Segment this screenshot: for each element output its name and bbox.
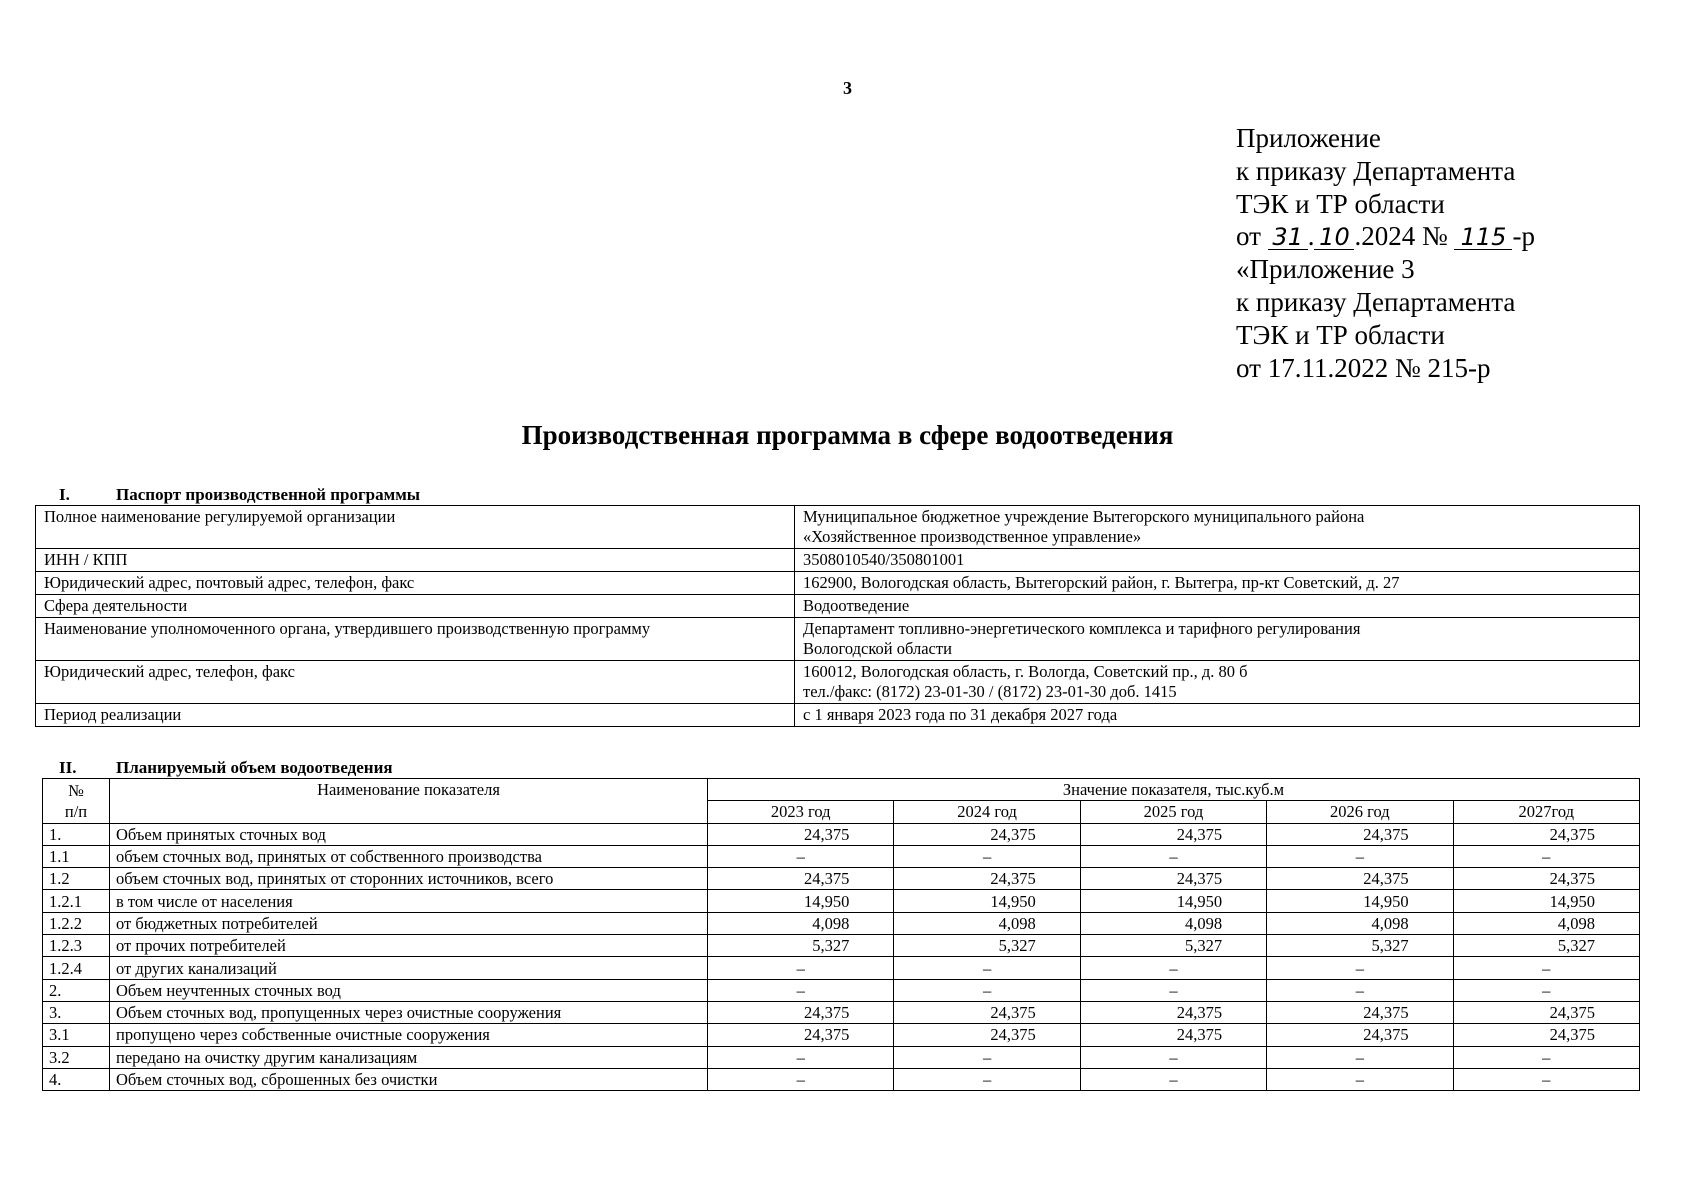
value-cell: – <box>708 1046 894 1068</box>
table-row <box>43 890 1640 912</box>
passport-value-line: с 1 января 2023 года по 31 декабря 2027 года <box>803 705 1118 724</box>
value-cell: 24,375 <box>894 823 1080 845</box>
table-header-row <box>43 779 1640 801</box>
row-number: 3.1 <box>43 1024 110 1046</box>
value-cell: 4,098 <box>1267 912 1453 934</box>
value-cell: 24,375 <box>1267 823 1453 845</box>
header-name-cell: Наименование показателя <box>110 779 708 824</box>
value-cell: 24,375 <box>1267 868 1453 890</box>
value-cell: 5,327 <box>1080 935 1266 957</box>
value-cell: 14,950 <box>708 890 894 912</box>
appendix-line: от 17.11.2022 № 215-р <box>1236 352 1491 383</box>
volume-table <box>42 778 1640 1091</box>
section1-heading <box>35 485 420 505</box>
section-title: Планируемый объем водоотведения <box>116 758 393 777</box>
passport-value <box>795 618 1640 661</box>
value-cell: 24,375 <box>1080 1001 1266 1023</box>
passport-value-line: 162900, Вологодская область, Вытегорский район, г. Вытегра, пр-кт Советский, д. 27 <box>803 573 1400 592</box>
table-row <box>36 704 1640 727</box>
passport-value <box>795 704 1640 727</box>
section-number: II. <box>59 758 77 777</box>
year-header: 2023 год <box>708 801 894 823</box>
row-number: 4. <box>43 1068 110 1090</box>
row-number: 3.2 <box>43 1046 110 1068</box>
row-name: Объем сточных вод, пропущенных через очистные сооружения <box>110 1001 708 1023</box>
value-cell: 5,327 <box>1453 935 1639 957</box>
table-row <box>43 979 1640 1001</box>
value-cell: – <box>1267 1046 1453 1068</box>
value-cell: 24,375 <box>708 1001 894 1023</box>
document-title: Производственная программа в сфере водоотведения <box>521 420 1174 450</box>
value-cell: – <box>894 1046 1080 1068</box>
value-cell: – <box>1453 957 1639 979</box>
table-row <box>43 1024 1640 1046</box>
value-cell: – <box>1080 845 1266 867</box>
passport-label: Сфера деятельности <box>36 595 795 618</box>
section-title: Паспорт производственной программы <box>116 485 421 504</box>
section2-heading <box>35 758 393 778</box>
value-cell: – <box>1080 1046 1266 1068</box>
row-number: 2. <box>43 979 110 1001</box>
value-cell: 14,950 <box>894 890 1080 912</box>
value-cell: – <box>708 1068 894 1090</box>
passport-value-line: Департамент топливно-энергетического комплекса и тарифного регулирования <box>803 619 1361 638</box>
table-row <box>36 572 1640 595</box>
table-row <box>43 868 1640 890</box>
value-cell: 24,375 <box>894 868 1080 890</box>
value-cell: 14,950 <box>1453 890 1639 912</box>
table-row <box>36 661 1640 704</box>
value-cell: 4,098 <box>894 912 1080 934</box>
date-separator: . <box>1307 221 1315 252</box>
value-cell: 24,375 <box>1453 1024 1639 1046</box>
value-cell: – <box>1453 845 1639 867</box>
table-row <box>43 957 1640 979</box>
year-header: 2026 год <box>1267 801 1453 823</box>
row-name: от прочих потребителей <box>110 935 708 957</box>
value-cell: – <box>1267 845 1453 867</box>
value-cell: 24,375 <box>1080 1024 1266 1046</box>
value-cell: 24,375 <box>708 868 894 890</box>
value-cell: – <box>1267 979 1453 1001</box>
value-cell: – <box>1080 1068 1266 1090</box>
row-name: от других канализаций <box>110 957 708 979</box>
passport-label: Юридический адрес, почтовый адрес, телефон, факс <box>36 572 795 595</box>
header-num-cell <box>43 779 110 824</box>
table-row <box>43 823 1640 845</box>
row-number: 1.2 <box>43 868 110 890</box>
value-cell: 24,375 <box>1453 1001 1639 1023</box>
passport-value-line: Вологодской области <box>803 639 952 658</box>
table-row <box>43 845 1640 867</box>
table-row <box>36 618 1640 661</box>
table-row <box>43 935 1640 957</box>
order-suffix: -р <box>1512 221 1535 252</box>
appendix-line: «Приложение 3 <box>1236 254 1415 285</box>
table-row <box>43 1046 1640 1068</box>
value-cell: 24,375 <box>1453 823 1639 845</box>
appendix-line: Приложение <box>1236 123 1381 153</box>
value-cell: 24,375 <box>708 823 894 845</box>
value-cell: – <box>1453 1046 1639 1068</box>
appendix-line: ТЭК и ТР области <box>1236 319 1445 350</box>
value-cell: 24,375 <box>894 1024 1080 1046</box>
passport-value-line: Муниципальное бюджетное учреждение Вытегорского муниципального района <box>803 507 1365 526</box>
value-cell: 24,375 <box>708 1024 894 1046</box>
value-cell: – <box>894 979 1080 1001</box>
row-number: 1.1 <box>43 845 110 867</box>
date-prefix: от <box>1236 221 1268 252</box>
value-cell: 5,327 <box>708 935 894 957</box>
row-number: 1.2.3 <box>43 935 110 957</box>
year-header: 2027год <box>1453 801 1639 823</box>
value-cell: – <box>1080 979 1266 1001</box>
header-num-line2: п/п <box>64 801 88 821</box>
page-number: 3 <box>843 78 852 98</box>
row-number: 1.2.1 <box>43 890 110 912</box>
table-row <box>43 1001 1640 1023</box>
header-num-line1: № <box>68 780 84 800</box>
value-cell: 5,327 <box>1267 935 1453 957</box>
value-cell: 24,375 <box>1267 1024 1453 1046</box>
passport-value <box>795 595 1640 618</box>
row-name: Объем неучтенных сточных вод <box>110 979 708 1001</box>
value-cell: – <box>1453 1068 1639 1090</box>
value-cell: 4,098 <box>708 912 894 934</box>
row-name: в том числе от населения <box>110 890 708 912</box>
row-name: Объем принятых сточных вод <box>110 823 708 845</box>
row-name: от бюджетных потребителей <box>110 912 708 934</box>
value-cell: – <box>1453 979 1639 1001</box>
handwritten-month: 10 <box>1314 225 1354 250</box>
passport-value <box>795 661 1640 704</box>
value-cell: – <box>1267 957 1453 979</box>
passport-value-line: «Хозяйственное производственное управление» <box>803 527 1142 546</box>
value-cell: 24,375 <box>1080 868 1266 890</box>
year-header: 2024 год <box>894 801 1080 823</box>
section-number: I. <box>59 485 70 504</box>
year-header: 2025 год <box>1080 801 1266 823</box>
passport-value <box>795 506 1640 549</box>
passport-value <box>795 549 1640 572</box>
value-cell: 14,950 <box>1080 890 1266 912</box>
passport-label: ИНН / КПП <box>36 549 795 572</box>
value-cell: – <box>708 845 894 867</box>
appendix-date-line <box>1236 220 1535 253</box>
handwritten-day: 31 <box>1268 225 1308 250</box>
row-number: 1.2.4 <box>43 957 110 979</box>
table-row <box>43 912 1640 934</box>
table-row <box>36 549 1640 572</box>
passport-label: Полное наименование регулируемой организации <box>36 506 795 549</box>
passport-table <box>35 505 1640 727</box>
value-cell: 4,098 <box>1080 912 1266 934</box>
table-row <box>36 595 1640 618</box>
appendix-line: ТЭК и ТР области <box>1236 188 1445 219</box>
value-cell: – <box>1080 957 1266 979</box>
passport-value-line: 3508010540/350801001 <box>803 550 965 569</box>
value-cell: – <box>894 845 1080 867</box>
value-cell: 5,327 <box>894 935 1080 957</box>
value-cell: 4,098 <box>1453 912 1639 934</box>
row-name: объем сточных вод, принятых от сторонних источников, всего <box>110 868 708 890</box>
row-name: передано на очистку другим канализациям <box>110 1046 708 1068</box>
value-cell: – <box>894 1068 1080 1090</box>
value-cell: 14,950 <box>1267 890 1453 912</box>
header-value-group: Значение показателя, тыс.куб.м <box>708 779 1640 801</box>
row-number: 1. <box>43 823 110 845</box>
row-number: 1.2.2 <box>43 912 110 934</box>
value-cell: 24,375 <box>1080 823 1266 845</box>
passport-label: Период реализации <box>36 704 795 727</box>
row-name: Объем сточных вод, сброшенных без очистки <box>110 1068 708 1090</box>
passport-value-line: Водоотведение <box>803 596 910 615</box>
value-cell: – <box>708 979 894 1001</box>
value-cell: – <box>894 957 1080 979</box>
value-cell: – <box>1267 1068 1453 1090</box>
table-row <box>43 1068 1640 1090</box>
passport-value-line: тел./факс: (8172) 23-01-30 / (8172) 23-01-30 доб. 1415 <box>803 682 1177 701</box>
appendix-line: к приказу Департамента <box>1236 155 1516 186</box>
appendix-block <box>1236 122 1535 384</box>
passport-label: Наименование уполномоченного органа, утвердившего производственную программу <box>36 618 795 661</box>
value-cell: 24,375 <box>894 1001 1080 1023</box>
value-cell: 24,375 <box>1267 1001 1453 1023</box>
appendix-line: к приказу Департамента <box>1236 286 1516 317</box>
passport-label: Юридический адрес, телефон, факс <box>36 661 795 704</box>
table-row <box>36 506 1640 549</box>
date-year-and-number-sign: .2024 № <box>1354 221 1455 252</box>
value-cell: 24,375 <box>1453 868 1639 890</box>
value-cell: – <box>708 957 894 979</box>
handwritten-order-number: 115 <box>1454 225 1512 250</box>
passport-value-line: 160012, Вологодская область, г. Вологда, Советский пр., д. 80 б <box>803 662 1248 681</box>
passport-value <box>795 572 1640 595</box>
row-number: 3. <box>43 1001 110 1023</box>
row-name: объем сточных вод, принятых от собственного производства <box>110 845 708 867</box>
row-name: пропущено через собственные очистные сооружения <box>110 1024 708 1046</box>
